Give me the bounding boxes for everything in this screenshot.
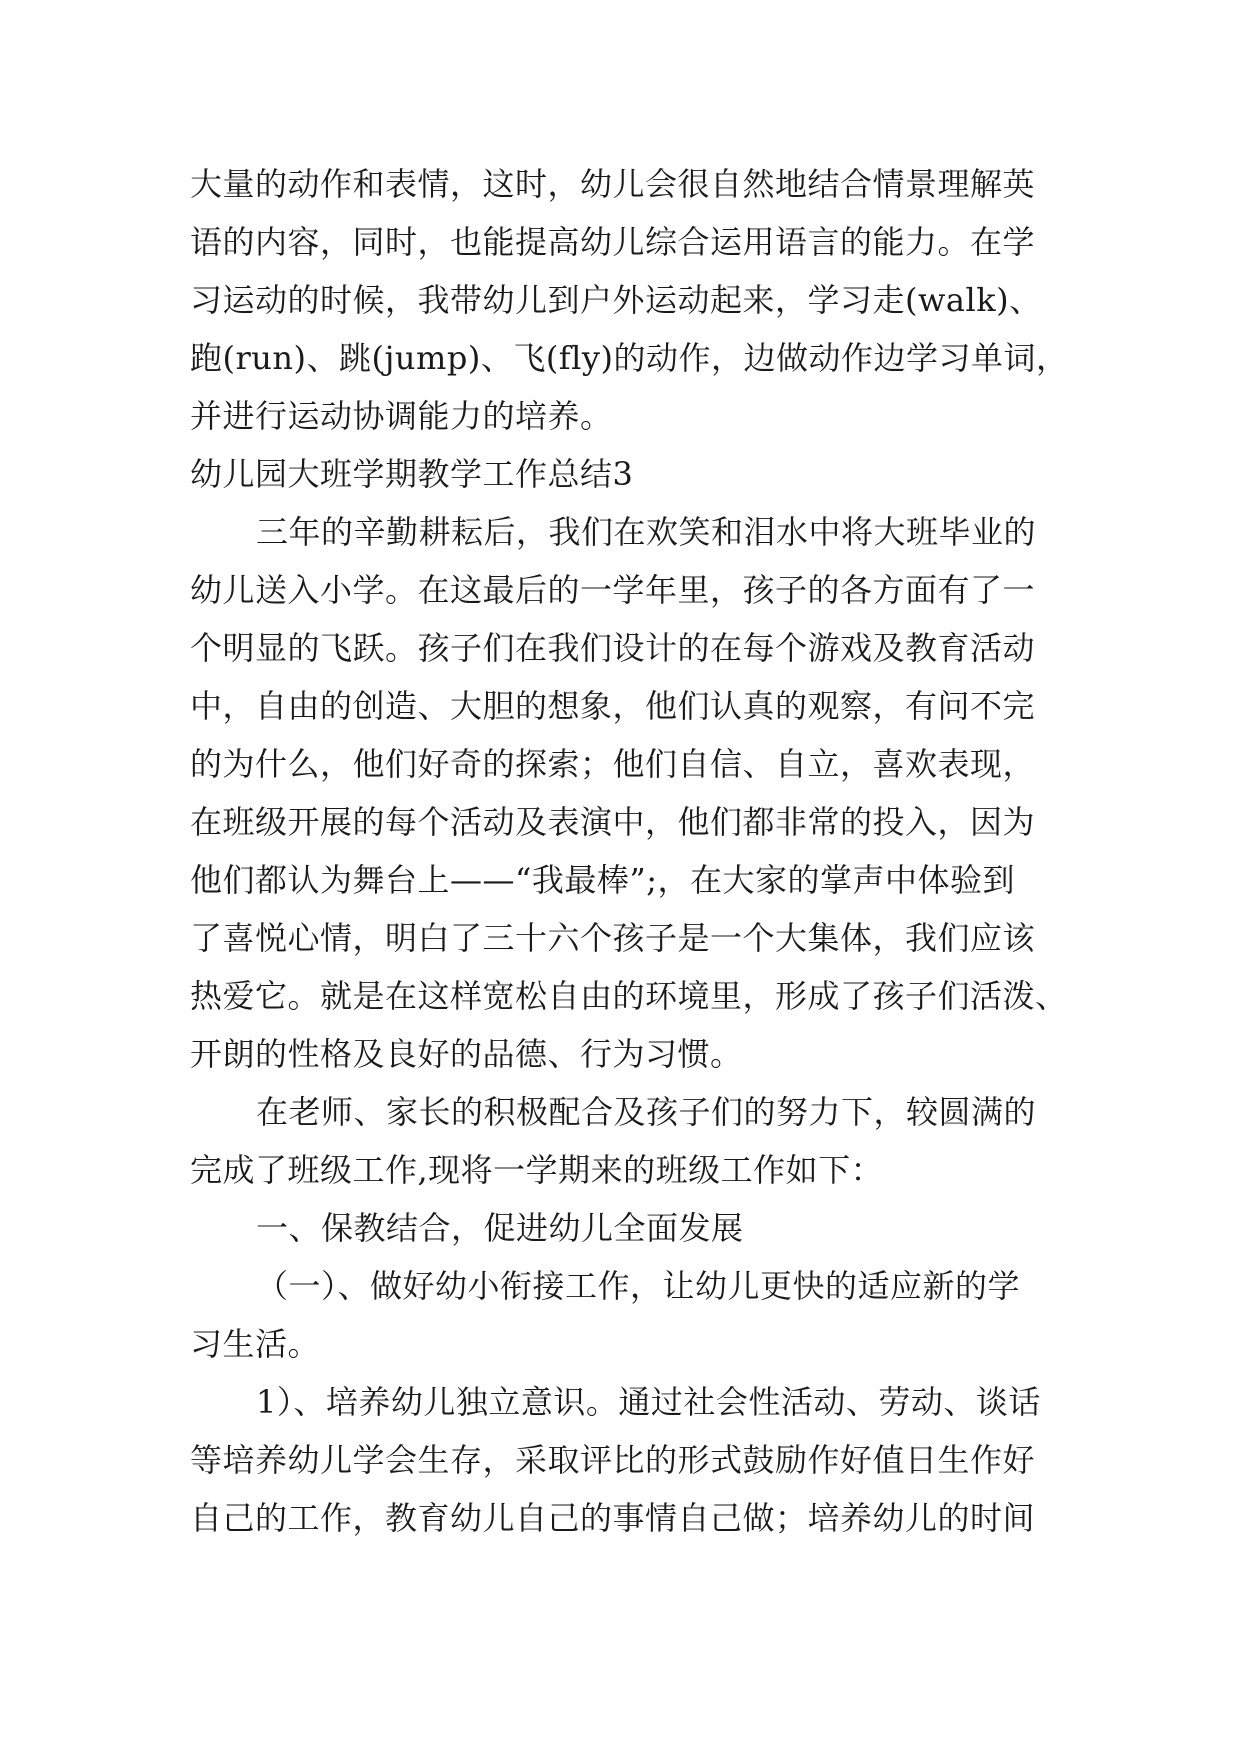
body-text-line: 习运动的时候，我带幼儿到户外运动起来，学习走(walk)、	[190, 281, 1042, 319]
body-text-line: 语的内容，同时，也能提高幼儿综合运用语言的能力。在学	[190, 223, 1036, 261]
body-text-line: 等培养幼儿学会生存，采取评比的形式鼓励作好值日生作好	[190, 1441, 1036, 1479]
body-text-line: 的为什么，他们好奇的探索；他们自信、自立，喜欢表现，	[190, 745, 1036, 783]
body-text-line: 在老师、家长的积极配合及孩子们的努力下，较圆满的	[256, 1093, 1037, 1131]
body-text-line: 了喜悦心情，明白了三十六个孩子是一个大集体，我们应该	[190, 919, 1036, 957]
body-text-line: 自己的工作，教育幼儿自己的事情自己做；培养幼儿的时间	[190, 1499, 1036, 1537]
body-text-line: 在班级开展的每个活动及表演中，他们都非常的投入，因为	[190, 803, 1036, 841]
body-text-line: 完成了班级工作,现将一学期来的班级工作如下：	[190, 1151, 884, 1189]
body-text-line: 大量的动作和表情，这时，幼儿会很自然地结合情景理解英	[190, 165, 1036, 203]
body-text-line: 习生活。	[190, 1325, 321, 1363]
body-text-line: 热爱它。就是在这样宽松自由的环境里，形成了孩子们活泼、	[190, 977, 1068, 1015]
body-text-line: 开朗的性格及良好的品德、行为习惯。	[190, 1035, 743, 1073]
body-text-line: 三年的辛勤耕耘后，我们在欢笑和泪水中将大班毕业的	[256, 513, 1037, 551]
body-text-line: 并进行运动协调能力的培养。	[190, 397, 613, 435]
subheading: 一、保教结合，促进幼儿全面发展	[256, 1209, 744, 1247]
body-text-line: 1）、培养幼儿独立意识。通过社会性活动、劳动、谈话	[256, 1383, 1041, 1421]
section-heading: 幼儿园大班学期教学工作总结3	[190, 455, 634, 493]
body-text-line: 中，自由的创造、大胆的想象，他们认真的观察，有问不完	[190, 687, 1036, 725]
body-text-line: 幼儿送入小学。在这最后的一学年里，孩子的各方面有了一	[190, 571, 1036, 609]
body-text-line: 他们都认为舞台上——“我最棒”;，在大家的掌声中体验到	[190, 861, 1016, 899]
body-text-line: （一）、做好幼小衔接工作，让幼儿更快的适应新的学	[256, 1267, 1021, 1305]
body-text-line: 个明显的飞跃。孩子们在我们设计的在每个游戏及教育活动	[190, 629, 1036, 667]
body-text-line: 跑(run)、跳(jump)、飞(fly)的动作，边做动作边学习单词，	[190, 339, 1069, 377]
